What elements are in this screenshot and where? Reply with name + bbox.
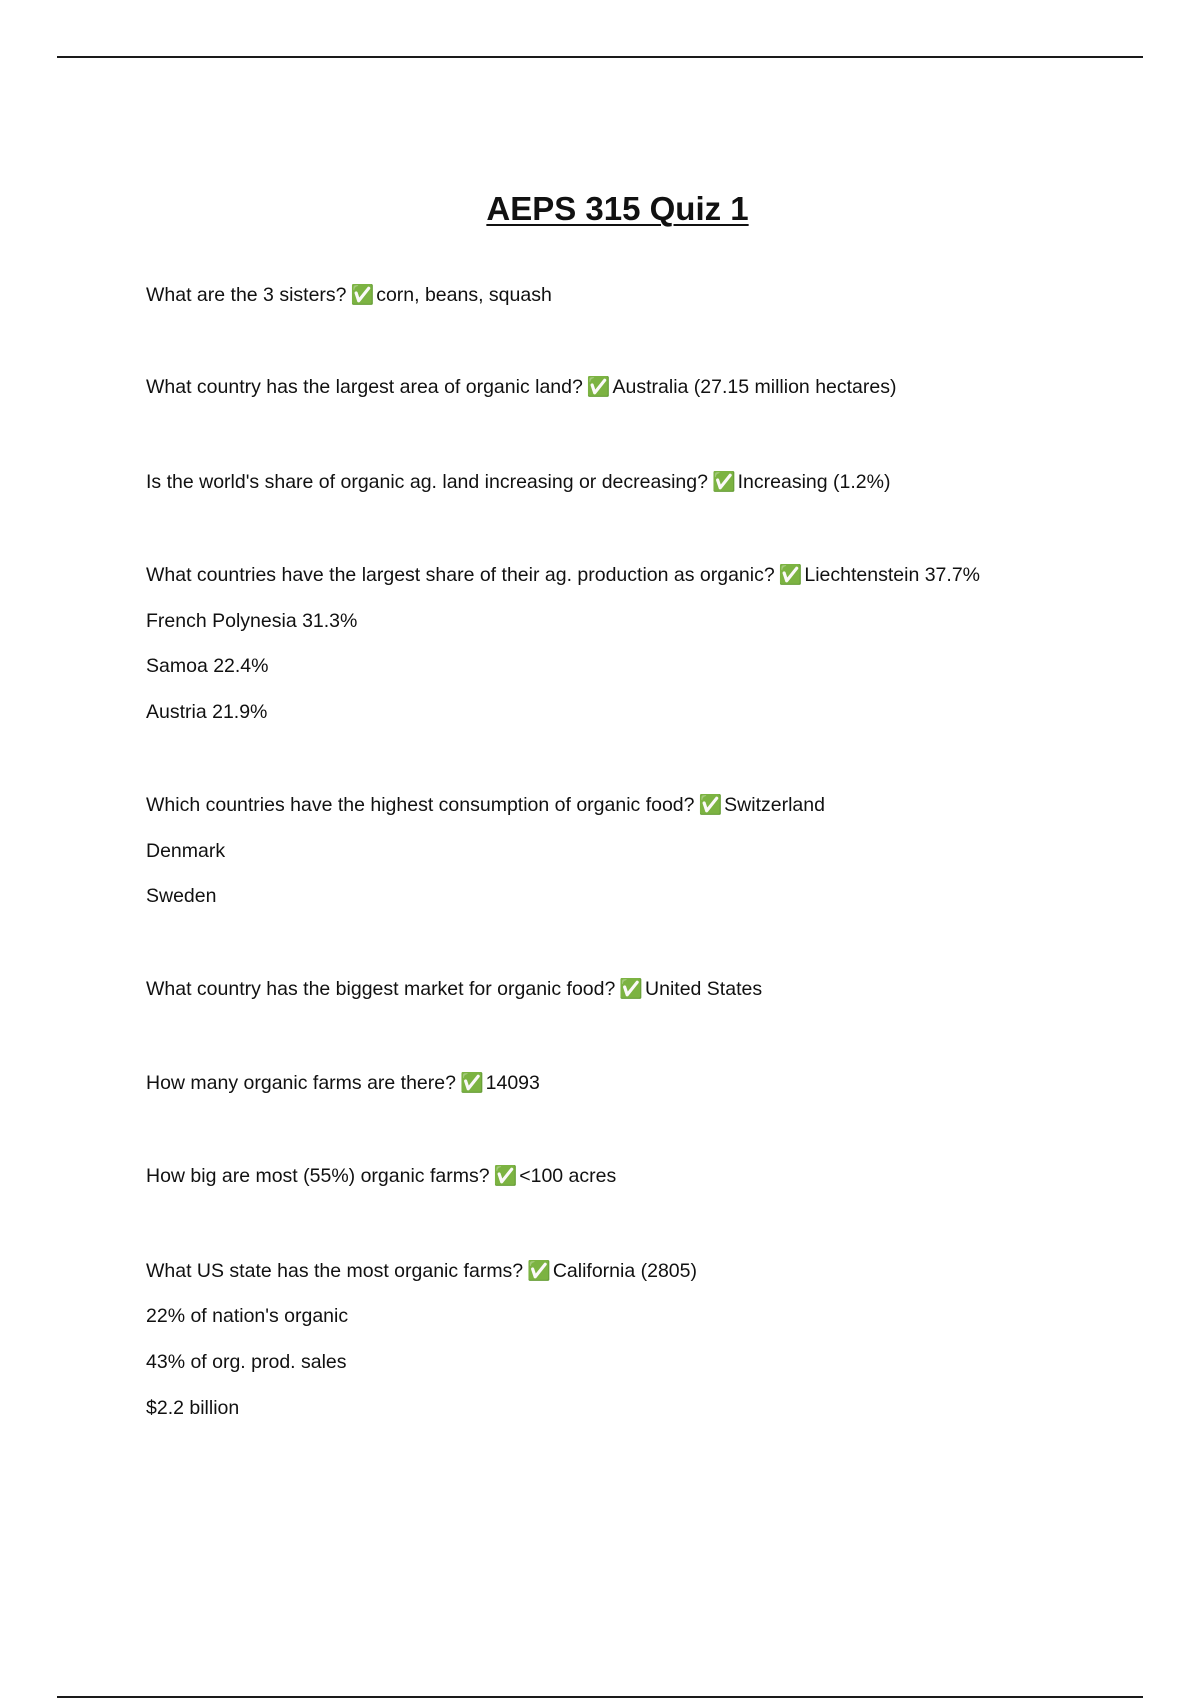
question-1: What are the 3 sisters? <box>146 284 347 306</box>
qa-line-8 <box>146 1167 616 1187</box>
answer-7: 14093 <box>485 1072 540 1094</box>
qa-line-6 <box>146 980 762 1000</box>
answer-5: Switzerland <box>724 794 825 816</box>
check-icon: ✅ <box>586 376 611 398</box>
check-icon: ✅ <box>350 284 375 306</box>
qa-line-5 <box>146 796 825 816</box>
qa-line-1 <box>146 286 552 306</box>
answer-extra-line: Austria 21.9% <box>146 701 268 723</box>
answer-4: Liechtenstein 37.7% <box>804 564 980 586</box>
answer-9: California (2805) <box>552 1260 697 1282</box>
qa-line-7 <box>146 1074 540 1094</box>
answer-8: <100 acres <box>519 1165 617 1187</box>
question-8: How big are most (55%) organic farms? <box>146 1165 490 1187</box>
answer-6: United States <box>645 978 763 1000</box>
qa-line-3 <box>146 473 890 493</box>
qa-line-4 <box>146 566 980 586</box>
answer-extra-line: 22% of nation's organic <box>146 1305 349 1327</box>
question-9: What US state has the most organic farms? <box>146 1260 524 1282</box>
answer-extra-line: Denmark <box>146 840 226 862</box>
page-title: AEPS 315 Quiz 1 <box>486 190 749 227</box>
header-rule <box>57 56 1143 58</box>
answer-extra-line: 43% of org. prod. sales <box>146 1351 347 1373</box>
check-icon: ✅ <box>711 471 736 493</box>
answer-extra-line: Sweden <box>146 885 217 907</box>
check-icon: ✅ <box>619 978 644 1000</box>
check-icon: ✅ <box>698 794 723 816</box>
answer-extra-line: French Polynesia 31.3% <box>146 610 358 632</box>
check-icon: ✅ <box>527 1260 551 1282</box>
answer-extra-line: $2.2 billion <box>146 1397 240 1419</box>
check-icon: ✅ <box>493 1165 518 1187</box>
answer-extra-line: Samoa 22.4% <box>146 655 269 677</box>
check-icon: ✅ <box>778 564 803 586</box>
question-7: How many organic farms are there? <box>146 1072 456 1094</box>
answer-2: Australia (27.15 million hectares) <box>612 376 897 398</box>
question-2: What country has the largest area of organic land? <box>146 376 583 398</box>
question-4: What countries have the largest share of their ag. production as organic? <box>146 564 775 586</box>
question-3: Is the world's share of organic ag. land increasing or decreasing? <box>146 471 708 493</box>
check-icon: ✅ <box>459 1072 484 1094</box>
qa-line-2 <box>146 378 896 398</box>
footer-rule <box>57 1696 1143 1698</box>
answer-3: Increasing (1.2%) <box>737 471 891 493</box>
qa-line-9 <box>146 1262 697 1282</box>
question-5: Which countries have the highest consumption of organic food? <box>146 794 695 816</box>
answer-1: corn, beans, squash <box>376 284 552 306</box>
question-6: What country has the biggest market for organic food? <box>146 978 616 1000</box>
